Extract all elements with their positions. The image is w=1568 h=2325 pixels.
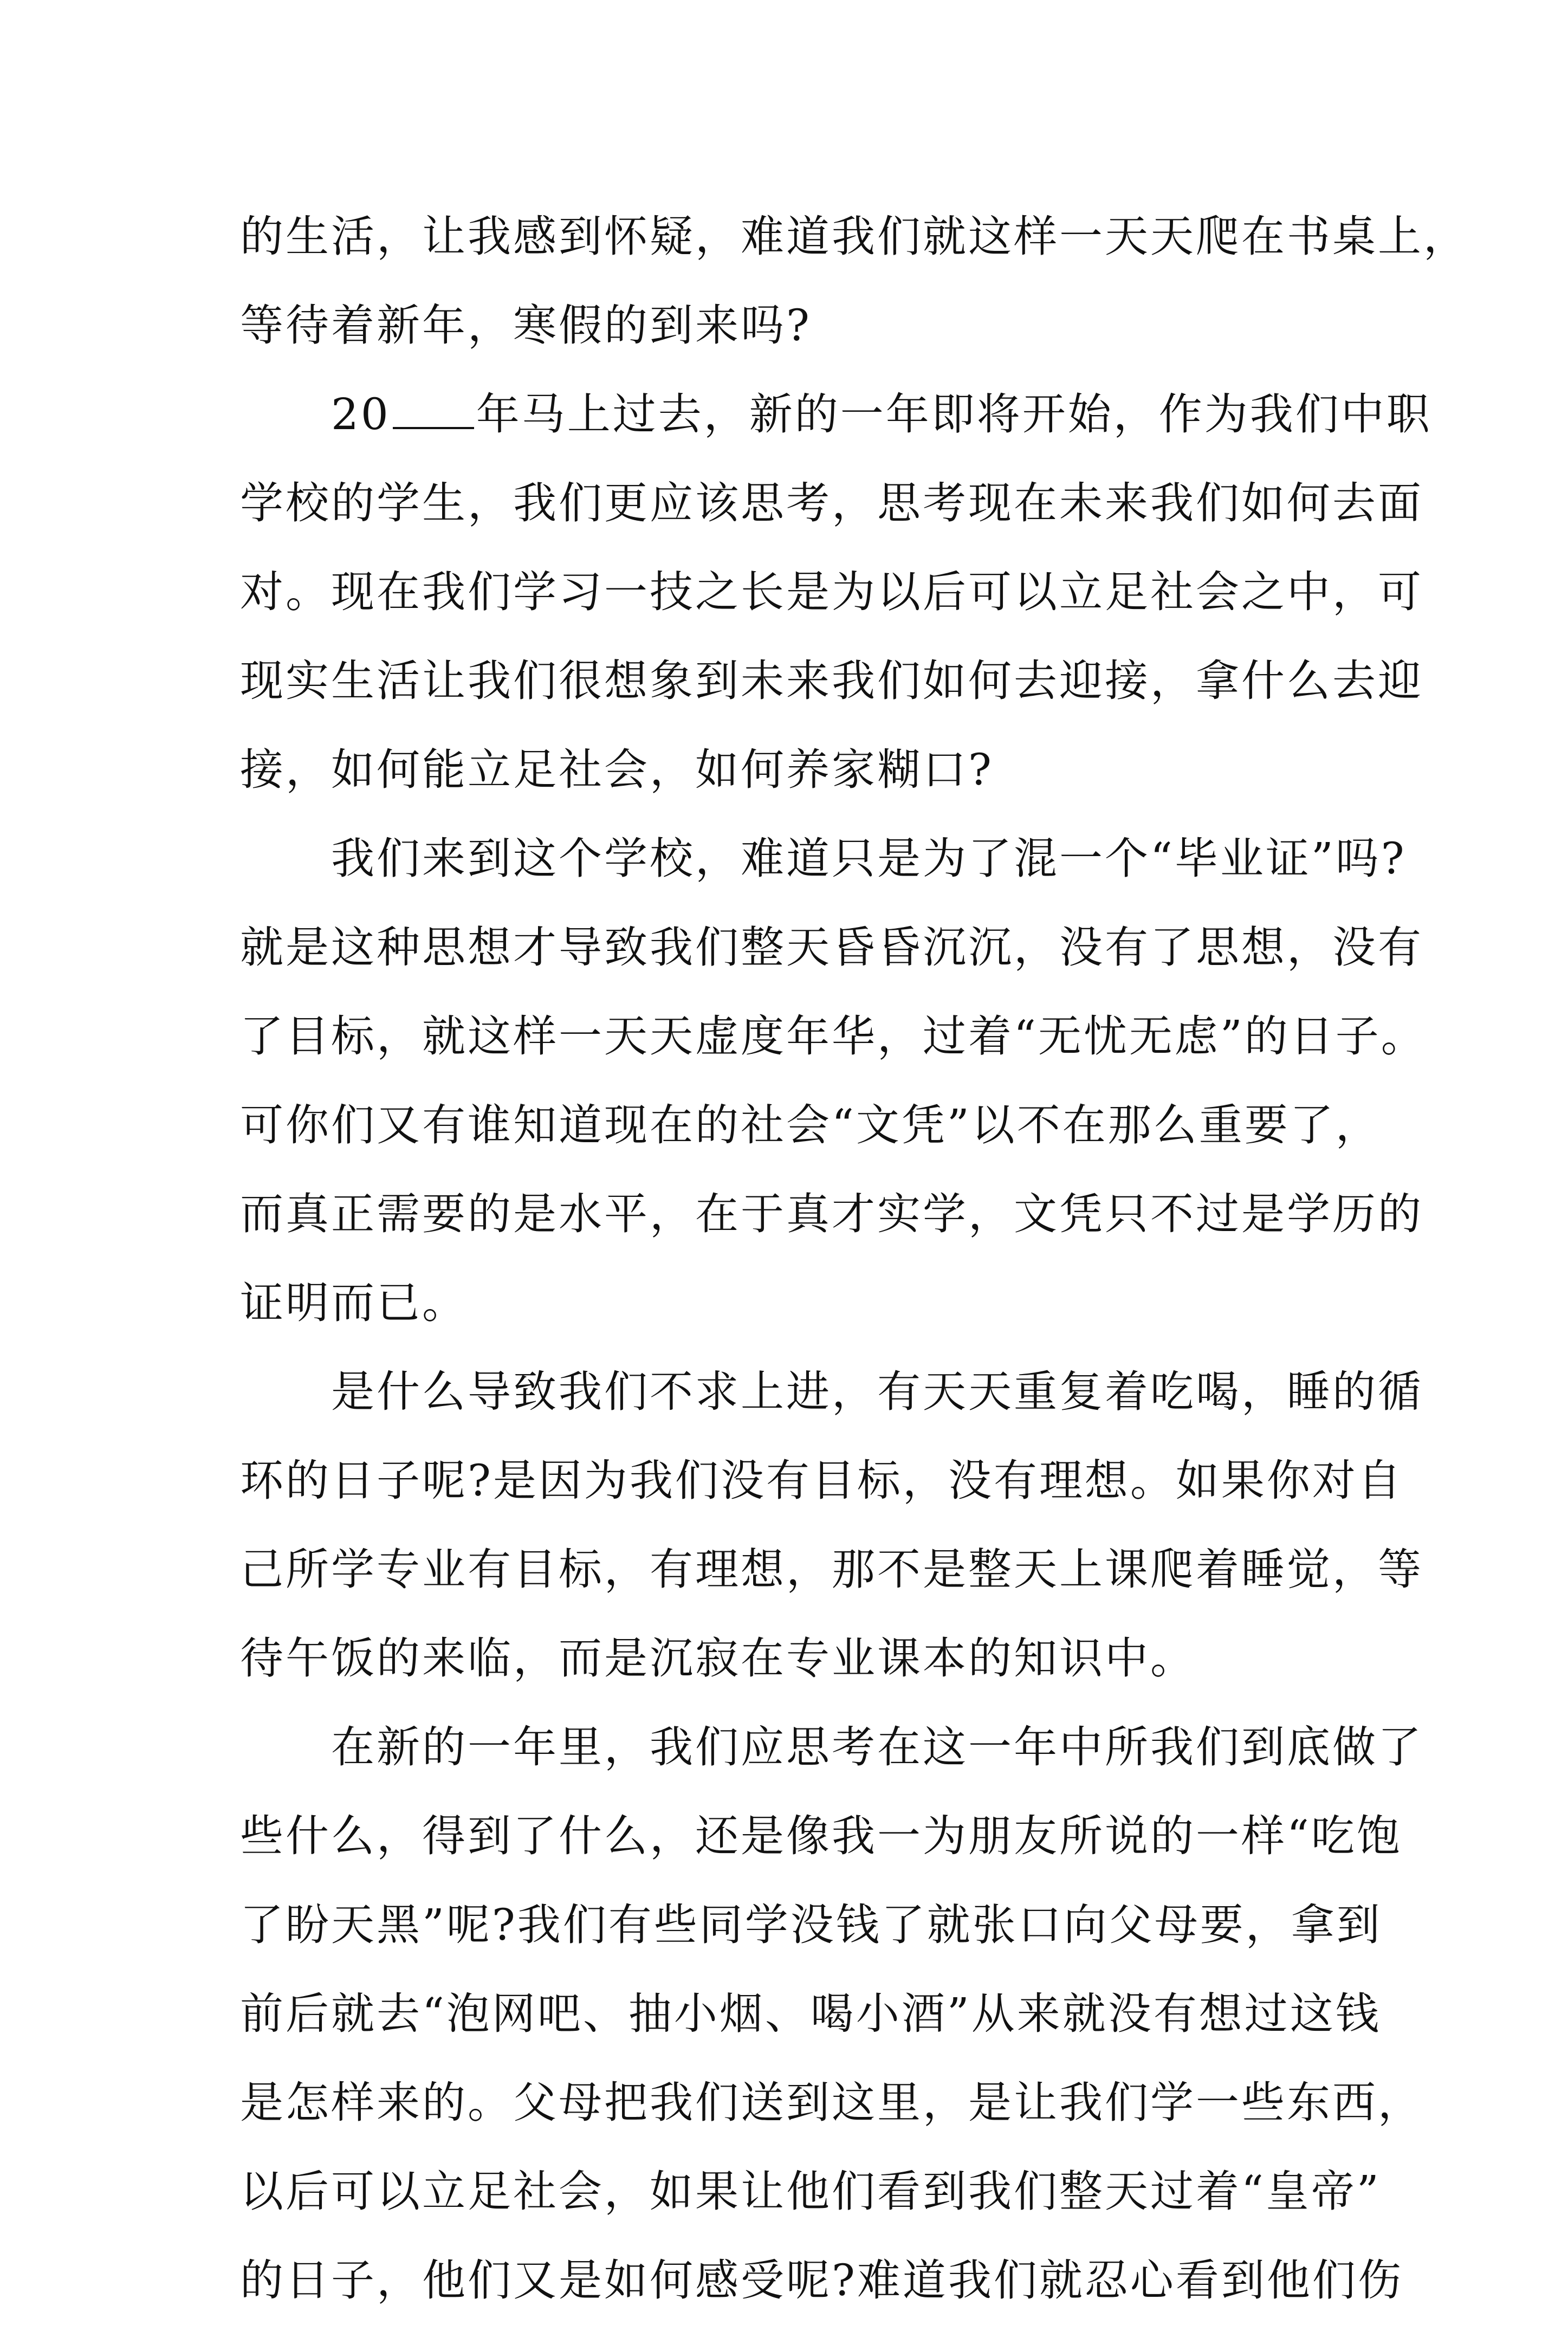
text-line-9: 就是这种思想才导致我们整天昏昏沉沉，没有了思想，没有 bbox=[240, 922, 1423, 973]
text-line-10: 了目标，就这样一天天虚度年华，过着“无忧无虑”的日子。 bbox=[240, 1011, 1427, 1061]
text-line-22: 是怎样来的。父母把我们送到这里，是让我们学一些东西， bbox=[240, 2077, 1423, 2128]
text-line-24: 的日子，他们又是如何感受呢?难道我们就忍心看到他们伤 bbox=[240, 2255, 1403, 2305]
year-suffix: 年马上过去，新的一年即将开始，作为我们中职 bbox=[476, 389, 1432, 439]
text-line-15: 环的日子呢?是因为我们没有目标，没有理想。如果你对自 bbox=[240, 1455, 1403, 1506]
text-line-21: 前后就去“泡网吧、抽小烟、喝小酒”从来就没有想过这钱 bbox=[240, 1989, 1381, 2039]
text-line-8: 我们来到这个学校，难道只是为了混一个“毕业证”吗? bbox=[240, 833, 1407, 884]
year-blank-underline bbox=[393, 389, 474, 429]
document-body bbox=[240, 192, 1469, 2325]
text-line-20: 了盼天黑”呢?我们有些同学没钱了就张口向父母要，拿到 bbox=[240, 1900, 1382, 1950]
text-line-3 bbox=[240, 370, 1432, 459]
text-line-12: 而真正需要的是水平，在于真才实学，文凭只不过是学历的 bbox=[240, 1189, 1423, 1239]
text-line-14: 是什么导致我们不求上进，有天天重复着吃喝，睡的循 bbox=[240, 1366, 1423, 1417]
text-line-17: 待午饭的来临，而是沉寂在专业课本的知识中。 bbox=[240, 1633, 1196, 1683]
year-prefix: 20 bbox=[240, 389, 391, 439]
text-line-1: 的生活，让我感到怀疑，难道我们就这样一天天爬在书桌上， bbox=[240, 211, 1469, 262]
text-line-18: 在新的一年里，我们应思考在这一年中所我们到底做了 bbox=[240, 1722, 1423, 1772]
text-line-4: 学校的学生，我们更应该思考，思考现在未来我们如何去面 bbox=[240, 478, 1423, 528]
text-line-7: 接，如何能立足社会，如何养家糊口? bbox=[240, 744, 994, 795]
text-line-5: 对。现在我们学习一技之长是为以后可以立足社会之中，可 bbox=[240, 567, 1423, 617]
text-line-6: 现实生活让我们很想象到未来我们如何去迎接，拿什么去迎 bbox=[240, 656, 1423, 706]
text-line-2: 等待着新年，寒假的到来吗? bbox=[240, 300, 812, 351]
text-line-23: 以后可以立足社会，如果让他们看到我们整天过着“皇帝” bbox=[240, 2166, 1381, 2217]
text-line-11: 可你们又有谁知道现在的社会“文凭”以不在那么重要了， bbox=[240, 1100, 1381, 1150]
text-line-13: 证明而已。 bbox=[240, 1278, 468, 1328]
text-line-19: 些什么，得到了什么，还是像我一为朋友所说的一样“吃饱 bbox=[240, 1811, 1402, 1861]
text-line-16: 己所学专业有目标，有理想，那不是整天上课爬着睡觉，等 bbox=[240, 1544, 1423, 1595]
